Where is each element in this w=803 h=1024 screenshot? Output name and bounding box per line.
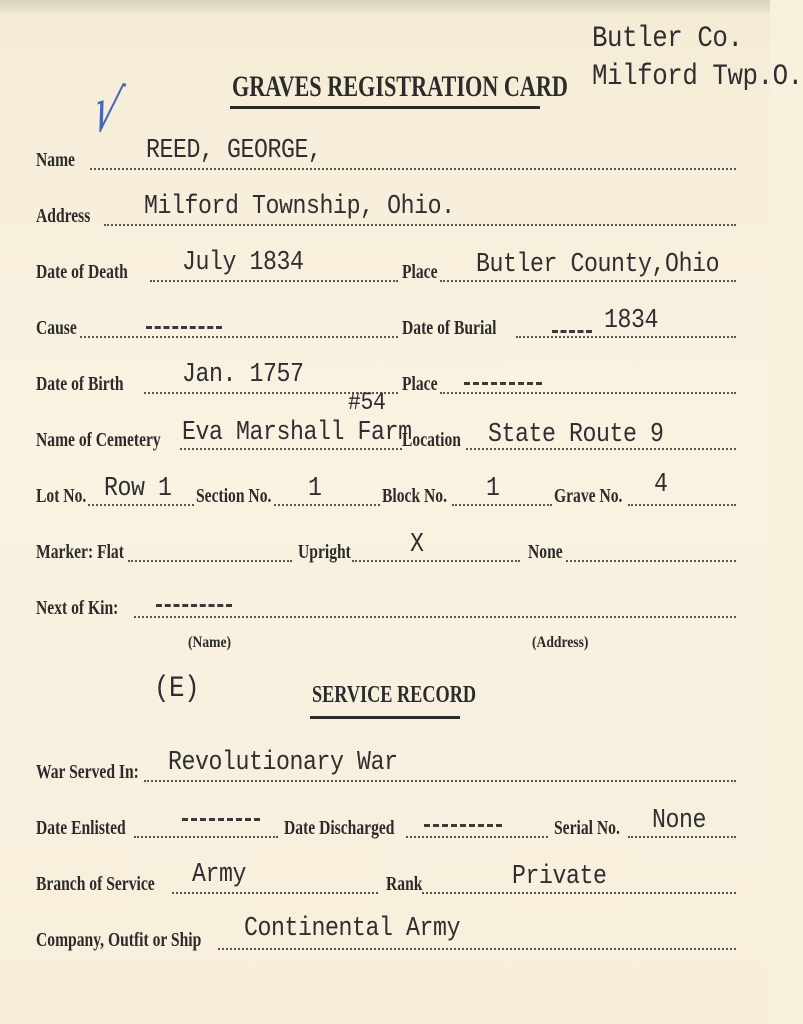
section-line [274,504,380,506]
date-of-death-label: Date of Death [36,261,128,283]
cause-blank [146,326,222,329]
address-value: Milford Township, Ohio. [144,192,455,222]
date-discharged-line [406,836,548,838]
section-label: Section No. [196,485,272,507]
rank-value: Private [512,862,607,892]
grave-line [628,504,736,506]
kin-address-caption: (Address) [532,634,589,651]
date-of-death-value: July 1834 [182,248,304,278]
serial-no-value: None [652,806,707,836]
title-underline [230,106,540,109]
date-of-death-line [150,280,398,282]
lot-label: Lot No. [36,485,87,507]
date-discharged-label: Date Discharged [284,817,395,839]
date-discharged-blank [424,824,502,827]
birth-place-blank [464,382,542,385]
marker-upright-line [352,560,520,562]
location-label: Location [402,429,461,451]
date-enlisted-label: Date Enlisted [36,817,126,839]
rank-label: Rank [386,873,423,895]
company-value: Continental Army [244,914,461,944]
scan-top-edge [0,0,770,14]
death-place-value: Butler County,Ohio [476,250,720,280]
war-served-value: Revolutionary War [168,748,398,778]
check-mark: √ [86,72,128,150]
next-of-kin-blank [156,604,232,607]
block-line [452,504,552,506]
cause-line [80,336,398,338]
service-record-underline [310,716,460,719]
date-of-burial-line [516,336,736,338]
name-label: Name [36,149,75,171]
service-record-heading: SERVICE RECORD [312,682,477,708]
cemetery-line [180,448,402,450]
location-value: State Route 9 [488,420,664,450]
kin-name-caption: (Name) [188,634,232,651]
birth-place-line [440,392,736,394]
burial-blank [552,330,592,333]
marker-flat-label: Marker: Flat [36,541,124,563]
card-title: GRAVES REGISTRATION CARD [232,70,568,103]
date-enlisted-blank [182,818,260,821]
next-of-kin-line [134,616,736,618]
branch-line [172,892,378,894]
date-enlisted-line [134,836,278,838]
birth-place-label: Place [402,373,438,395]
death-place-label: Place [402,261,438,283]
township-stamp: Milford Twp.O. [592,60,803,94]
war-served-label: War Served In: [36,761,139,783]
address-line [104,224,736,226]
grave-value: 4 [654,470,668,500]
date-of-burial-value: 1834 [604,306,659,336]
death-place-line [440,280,736,282]
cemetery-number: #54 [348,388,386,417]
serial-no-line [628,836,736,838]
name-line [90,168,736,170]
date-of-burial-label: Date of Burial [402,317,497,339]
marker-upright-label: Upright [298,541,351,563]
cemetery-value: Eva Marshall Farm [182,418,412,448]
next-of-kin-label: Next of Kin: [36,597,119,619]
rank-line [422,892,736,894]
cause-label: Cause [36,317,77,339]
branch-label: Branch of Service [36,873,155,895]
address-label: Address [36,205,91,227]
section-value: 1 [308,474,322,504]
cemetery-label: Name of Cemetery [36,429,161,451]
code-mark: (E) [154,672,200,706]
name-value: REED, GEORGE, [146,136,322,166]
block-value: 1 [486,474,500,504]
date-of-birth-label: Date of Birth [36,373,124,395]
marker-none-label: None [528,541,563,563]
serial-no-label: Serial No. [554,817,620,839]
marker-flat-line [128,560,292,562]
company-label: Company, Outfit or Ship [36,929,202,951]
war-served-line [144,780,736,782]
lot-line [88,504,194,506]
company-line [218,948,736,950]
date-of-birth-value: Jan. 1757 [182,360,304,390]
marker-upright-value: X [410,530,424,560]
marker-none-line [566,560,736,562]
lot-value: Row 1 [104,474,172,504]
grave-label: Grave No. [554,485,623,507]
branch-value: Army [192,860,247,890]
block-label: Block No. [382,485,448,507]
county-stamp: Butler Co. [592,22,743,56]
